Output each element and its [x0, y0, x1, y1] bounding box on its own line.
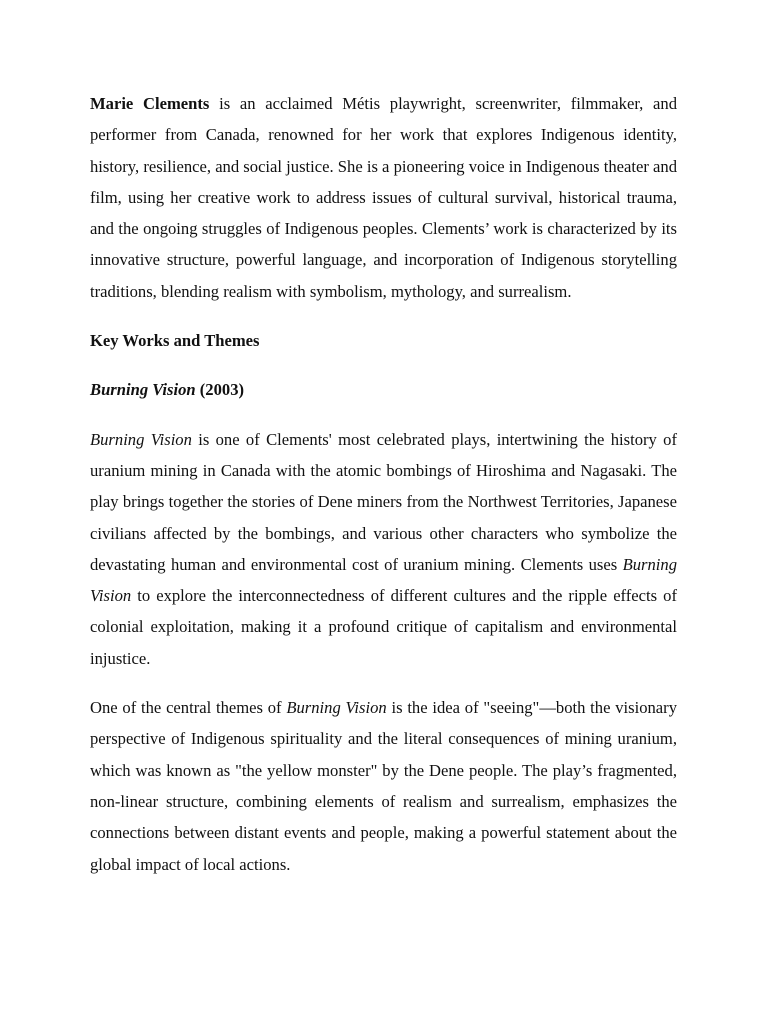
intro-text: is an acclaimed Métis playwright, screenwriter, filmmaker, and performer from Canada, renowned for her work that explores Indigenous identity, history, resilience, and social justice. She is a pioneering voice in Indigenous theater and film, using her creative work to address issues of cultural survival, historical trauma, and the ongoing struggles of Indigenous peoples. Clements’ work is characterized by its innovative structure, powerful language, and incorporation of Indigenous storytelling traditions, blending realism with symbolism, mythology, and surrealism. [90, 94, 678, 301]
paragraph-text: is one of Clements' most celebrated plays, intertwining the history of uranium mining in Canada with the atomic bombings of Hiroshima and Nagasaki. The play brings together the stories of Dene miners from the Northwest Territories, Japanese civilians affected by the bombings, and various other characters who symbolize the devastating human and environmental cost of uranium mining. Clements uses [90, 429, 677, 574]
paragraph-text: to explore the interconnectedness of different cultures and the ripple effects of colonial exploitation, making it a profound critique of capitalism and environmental injustice. [90, 586, 677, 668]
author-name: Marie Clements [90, 94, 210, 113]
intro-paragraph [90, 88, 677, 307]
burning-vision-paragraph-2 [90, 692, 677, 880]
paragraph-text: is the idea of "seeing"—both the visionary perspective of Indigenous spirituality and the literal consequences of mining uranium, which was known as "the yellow monster" by the Dene people. The play’s fragmented, non-linear structure, combining elements of realism and surrealism, emphasizes the connections between distant events and people, making a powerful statement about the global impact of local actions. [90, 698, 677, 874]
burning-vision-paragraph-1 [90, 424, 677, 674]
work-year: (2003) [195, 380, 245, 400]
work-title: Burning Vision [90, 380, 196, 400]
work-title-inline: Burning Vision [286, 698, 387, 718]
document-page [90, 88, 677, 898]
section-heading: Key Works and Themes [90, 331, 260, 351]
paragraph-text: One of the central themes of [90, 698, 287, 718]
work-heading [90, 374, 677, 405]
work-title-inline: Burning Vision [90, 554, 677, 606]
work-title-inline: Burning Vision [90, 429, 192, 449]
